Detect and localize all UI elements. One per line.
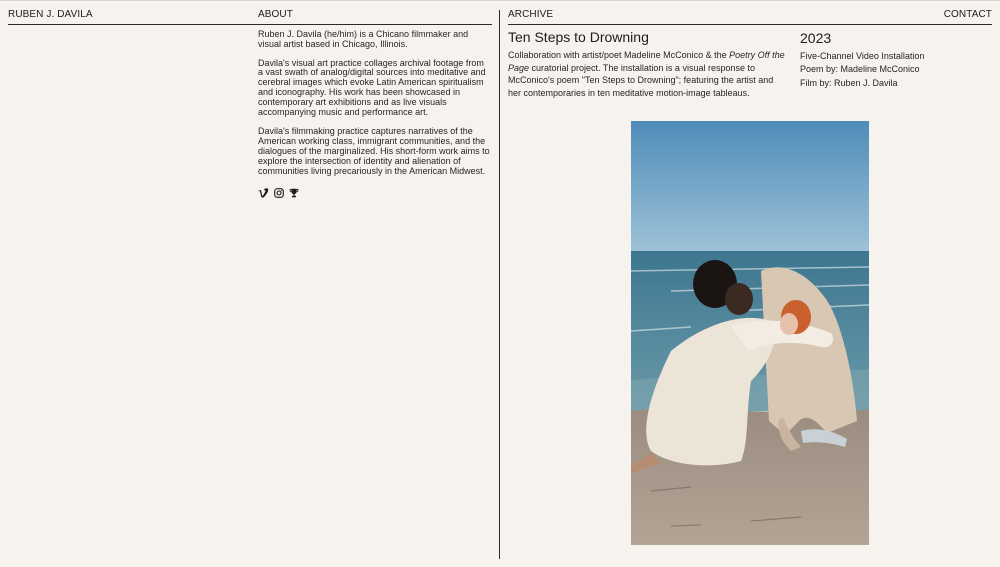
top-divider — [0, 0, 1000, 1]
about-paragraph: Davila's filmmaking practice captures narratives of the American working class, immigrant communities, and the dialogues of the marginalized. His short-form work aims to explore the intersection of identity and alienation of communities living precariously in the American Midwest. — [258, 126, 490, 176]
nav-contact[interactable]: CONTACT — [943, 9, 992, 20]
project-year: 2023 — [800, 30, 832, 46]
left-header-rule — [8, 24, 492, 25]
project-description-italic: Poetry Off the Page — [508, 50, 785, 73]
trophy-icon[interactable] — [288, 187, 299, 198]
project-photo[interactable] — [631, 121, 869, 545]
project-meta — [800, 50, 990, 90]
nav-about[interactable]: ABOUT — [258, 9, 293, 20]
column-divider — [499, 10, 500, 559]
project-description-text: curatorial project. The installation is a visual response to McConico's poem "Ten Steps to Drowning"; featuring the artist and her contemporaries in ten meditative motion-image tableaus. — [508, 62, 774, 98]
project-description-text: Collaboration with artist/poet Madeline McConico & the — [508, 50, 730, 60]
site-name-link[interactable]: RUBEN J. DAVILA — [8, 9, 93, 20]
about-section — [258, 30, 491, 186]
vimeo-icon[interactable] — [258, 187, 269, 198]
project-title: Ten Steps to Drowning — [508, 29, 649, 45]
project-film-credit: Film by: Ruben J. Davila — [800, 77, 898, 88]
project-description — [508, 49, 788, 99]
project-medium: Five-Channel Video Installation — [800, 51, 925, 61]
social-links — [258, 187, 299, 198]
sky — [631, 121, 869, 252]
right-header-rule — [508, 24, 992, 25]
about-paragraph: Davila's visual art practice collages archival footage from a vast swath of analog/digital sources into meditative and cerebral images which evoke Latin American spiritualism and iconography. His work has been showcased in contemporary art exhibitions and as live visuals accompanying music and performance art. — [258, 57, 486, 117]
about-paragraph: Ruben J. Davila (he/him) is a Chicano filmmaker and visual artist based in Chicago, Illinois. — [258, 29, 469, 49]
nav-archive[interactable]: ARCHIVE — [508, 9, 554, 20]
instagram-icon[interactable] — [273, 187, 284, 198]
project-poem-credit: Poem by: Madeline McConico — [800, 64, 920, 75]
